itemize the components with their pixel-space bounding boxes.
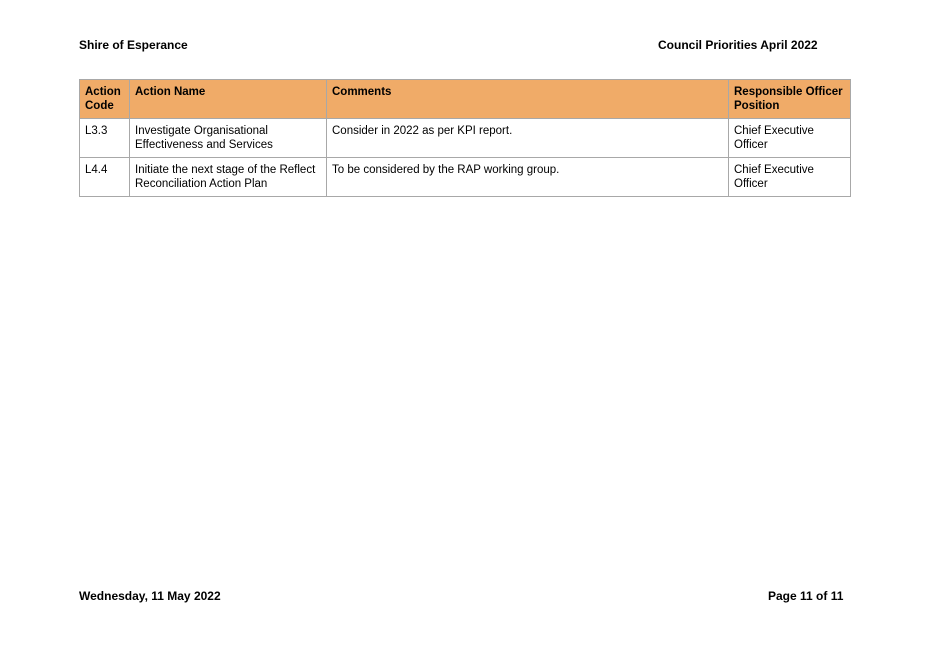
cell-action-code: L3.3 bbox=[80, 119, 130, 158]
table-row bbox=[80, 119, 851, 158]
document-title: Council Priorities April 2022 bbox=[658, 38, 818, 52]
table-row bbox=[80, 158, 851, 197]
organisation-name: Shire of Esperance bbox=[79, 38, 188, 52]
cell-comments: Consider in 2022 as per KPI report. bbox=[327, 119, 729, 158]
footer-date: Wednesday, 11 May 2022 bbox=[79, 589, 221, 603]
page-number: Page 11 of 11 bbox=[768, 589, 844, 603]
cell-comments: To be considered by the RAP working group. bbox=[327, 158, 729, 197]
table-header-row bbox=[80, 80, 851, 119]
action-table bbox=[79, 79, 851, 197]
cell-action-code: L4.4 bbox=[80, 158, 130, 197]
header-comments: Comments bbox=[327, 80, 729, 119]
header-responsible-officer: Responsible Officer Position bbox=[729, 80, 851, 119]
header-action-name: Action Name bbox=[130, 80, 327, 119]
cell-responsible-officer: Chief Executive Officer bbox=[729, 119, 851, 158]
header-action-code: Action Code bbox=[80, 80, 130, 119]
cell-action-name: Initiate the next stage of the Reflect Reconciliation Action Plan bbox=[130, 158, 327, 197]
cell-action-name: Investigate Organisational Effectiveness and Services bbox=[130, 119, 327, 158]
cell-responsible-officer: Chief Executive Officer bbox=[729, 158, 851, 197]
